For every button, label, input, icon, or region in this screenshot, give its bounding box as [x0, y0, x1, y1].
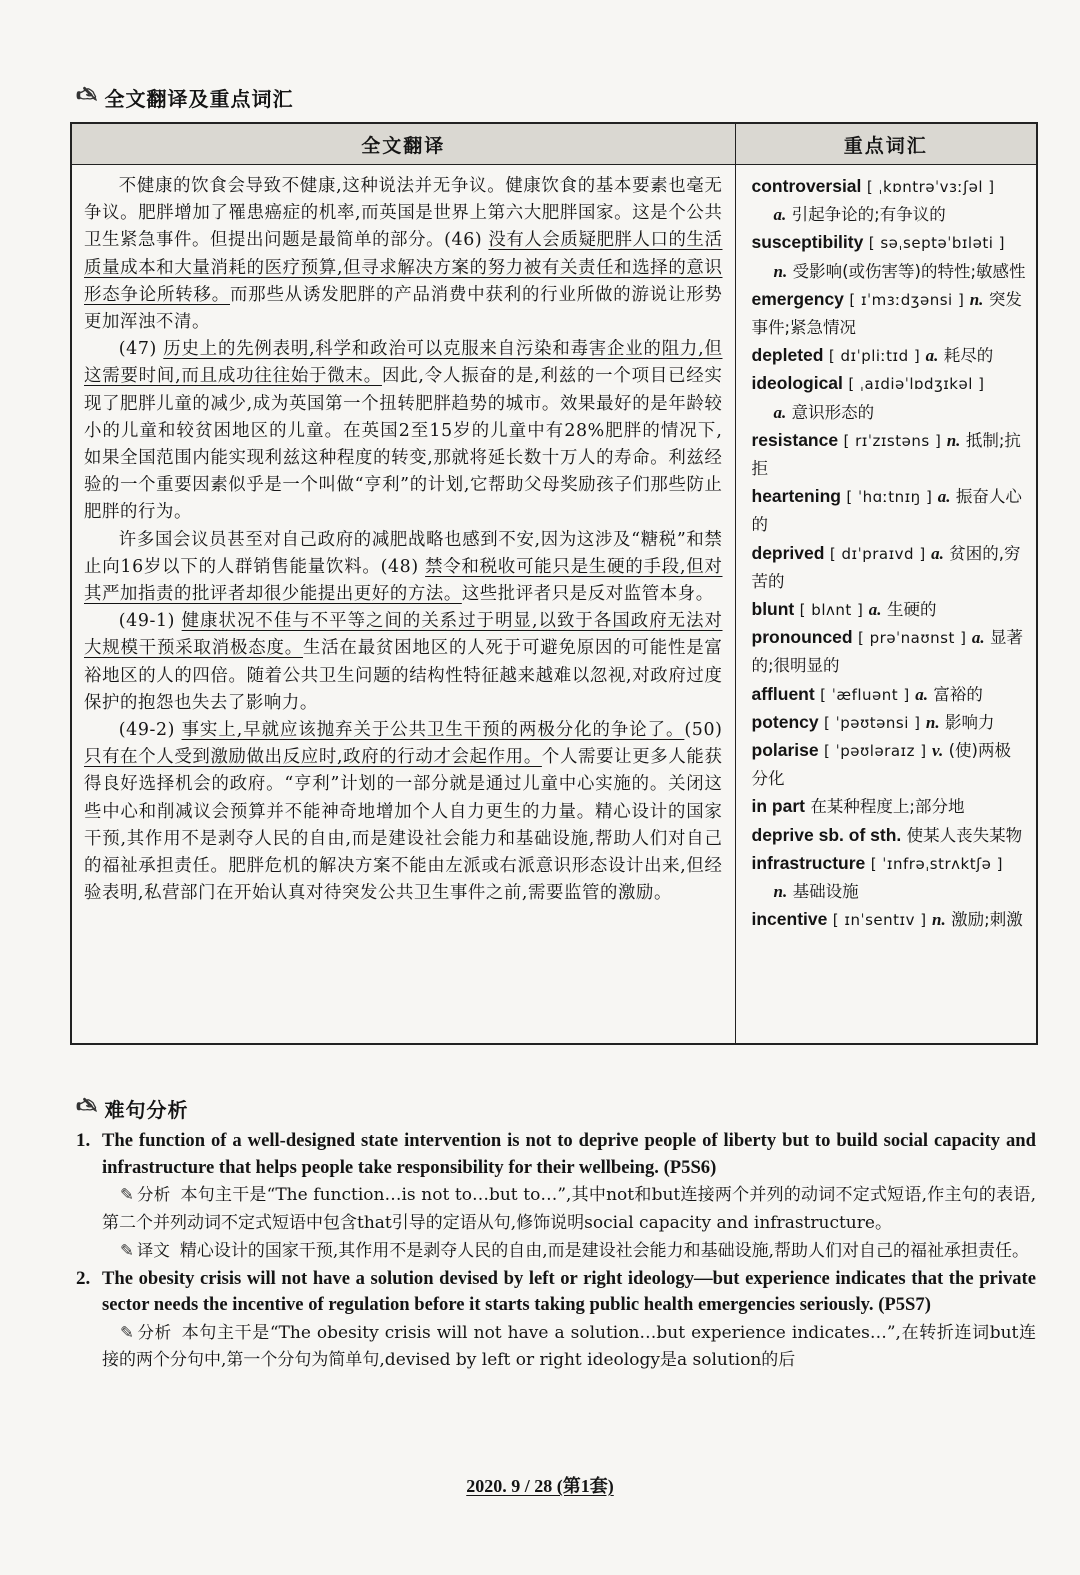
vocab-phonetic: [ blʌnt ]: [799, 601, 864, 620]
text-segment: (49-1): [118, 611, 182, 632]
item-number: 2.: [76, 1267, 91, 1289]
vocab-item: [752, 596, 1027, 624]
vocab-item: [752, 793, 1027, 821]
vocab-item: [752, 681, 1027, 709]
vocab-item: [752, 229, 1027, 285]
section-heading-analysis: [76, 1093, 188, 1123]
analysis-label: 分析: [136, 1185, 171, 1204]
vocab-word: potency: [751, 711, 819, 732]
translation-text: [72, 165, 735, 1043]
vocab-item: [752, 906, 1027, 934]
vocab-meaning: 引起争论的;有争议的: [791, 205, 946, 225]
footer-text: 2020. 9 / 28 (第1套): [466, 1476, 614, 1496]
vocab-list: [736, 165, 1037, 940]
translation-paragraph: [84, 527, 723, 609]
vocab-item: [752, 173, 1027, 229]
vocab-pos: n.: [969, 289, 984, 309]
key-sentence: 禁令和税收可能只是生硬的手段,但对其严加指责的批评者却很少能提出更好的方法。: [84, 556, 723, 605]
analysis-item: [76, 1128, 1036, 1266]
vocab-word: in part: [751, 796, 805, 817]
vocab-pos: a.: [773, 205, 787, 225]
vocab-item: [752, 709, 1027, 737]
section-heading-translation: [76, 82, 293, 112]
vocab-meaning: 在某种程度上;部分地: [810, 797, 965, 817]
translation-label: 译文: [136, 1241, 170, 1260]
vocab-pos: a.: [925, 346, 939, 366]
translation-paragraph: [84, 717, 723, 907]
vocab-phonetic: [ ɪˈmɜːdʒənsi ]: [849, 290, 965, 309]
vocab-phonetic: [ ˈpəʊləraɪz ]: [824, 742, 927, 761]
text-segment: 个人需要让更多人能获得良好选择机会的政府。“亨利”计划的一部分就是通过儿童中心实施的。关闭这些中心和削减议会预算并不能神奇地增加个人自力更生的力量。精心设计的国家干预,其作用不是剥夺人民的自由,而是建设社会能力和基础设施,帮助人们对自己的福祉承担责任。肥胖危机的解决方案不能由左派或右派意识形态设计出来,但经验表明,私营部门在开始认真对待突发公共卫生事件之前,需要监管的激励。: [84, 747, 723, 904]
translation-text: 精心设计的国家干预,其作用不是剥夺人民的自由,而是建设社会能力和基础设施,帮助人们对自己的福祉承担责任。: [179, 1241, 1030, 1261]
vocab-item: [752, 427, 1027, 483]
vocab-pos: n.: [773, 882, 788, 902]
vocab-meaning: 抵制;抗拒: [751, 430, 1021, 479]
vocab-word: controversial: [751, 176, 862, 196]
vocab-pos: n.: [773, 261, 788, 281]
key-sentence: 没有人会质疑肥胖人口的生活质量成本和大量消耗的医疗预算,但寻求解决方案的努力被有关责任和选择的意识形态争论所转移。: [84, 230, 723, 305]
vocab-phonetic: [ ˈɪnfrəˌstrʌktʃə ]: [870, 854, 1004, 873]
vocab-item: [752, 286, 1027, 342]
vocab-meaning: 耗尽的: [943, 346, 994, 366]
vocab-word: deprived: [751, 542, 825, 563]
vocab-pos: a.: [931, 543, 944, 563]
vocab-word: heartening: [751, 486, 841, 507]
vocab-word: affluent: [751, 683, 815, 704]
vocab-word: pronounced: [751, 627, 853, 648]
text-segment: (47): [118, 339, 164, 360]
vocab-word: susceptibility: [751, 232, 864, 253]
vocab-pos: n.: [925, 712, 940, 732]
col-header-vocab: 重点词汇: [735, 123, 1037, 165]
col-header-translation: 全文翻译: [71, 123, 735, 165]
analysis-item: [76, 1266, 1036, 1375]
vocab-meaning: 振奋人心的: [751, 487, 1022, 535]
vocab-phonetic: [ ˈæfluənt ]: [820, 685, 910, 704]
vocab-phonetic: [ dɪˈpraɪvd ]: [829, 544, 926, 563]
vocab-word: infrastructure: [751, 852, 866, 873]
pencil-icon: ✎: [120, 1322, 134, 1342]
key-sentence: 只有在个人受到激励做出反应时,政府的行动才会起作用。: [84, 747, 542, 768]
vocab-meaning: 受影响(或伤害等)的特性;敏感性: [792, 261, 1026, 281]
vocab-meaning: 生硬的: [886, 600, 937, 620]
vocab-pos: a.: [971, 628, 985, 648]
vocab-item: [752, 342, 1027, 370]
vocab-item: [752, 370, 1027, 426]
text-segment: 许多国会议员甚至对自己政府的减肥战略也感到不安,因为这涉及“糖税”和禁止向16岁以下的人群销售能量饮料。(48): [84, 529, 723, 577]
text-segment: 而那些从诱发肥胖的产品消费中获利的行业所做的游说让形势更加浑浊不清。: [84, 284, 723, 333]
translation-paragraph: [84, 173, 723, 336]
translation-vocab-table: [70, 122, 1038, 1045]
vocab-meaning: (使)两极分化: [751, 741, 1011, 789]
vocab-meaning: 显著的;很明显的: [751, 628, 1024, 676]
vocab-phonetic: [ ˌkɒntrəˈvɜːʃəl ]: [866, 178, 995, 196]
analysis-note: [102, 1181, 1036, 1237]
vocab-phonetic: [ ɪnˈsentɪv ]: [832, 911, 927, 930]
vocab-word: deprive sb. of sth.: [751, 824, 902, 845]
vocab-meaning: 意识形态的: [791, 402, 875, 422]
vocab-meaning: 基础设施: [792, 882, 859, 902]
item-number: 1.: [76, 1130, 91, 1151]
vocab-item: [752, 483, 1027, 539]
text-segment: (49-2): [118, 720, 182, 741]
text-segment: 这些批评者只是反对监管本身。: [461, 584, 714, 605]
vocab-phonetic: [ ˈpəʊtənsi ]: [824, 713, 921, 732]
vocab-meaning: 激励;刺激: [951, 910, 1023, 930]
vocab-word: polarise: [751, 740, 819, 761]
vocab-phonetic: [ dɪˈpliːtɪd ]: [828, 347, 921, 366]
vocab-item: [752, 850, 1027, 906]
analysis-text: 本句主干是“The function…is not to…but to…”,其中not和but连接两个并列的动词不定式短语,作主句的表语,第二个并列动词不定式短语中包含that引导的定语从句,修饰说明social capacity and infrastructure。: [102, 1185, 1037, 1233]
pencil-icon: ✎: [120, 1185, 134, 1204]
vocab-meaning: 使某人丧失某物: [906, 825, 1023, 845]
analysis-text: 本句主干是“The obesity crisis will not have a solution…but experience indicates…”,在转折连词but连接的两个分句中,第一个分句为简单句,devised by left or right ideology是a solution的后: [102, 1322, 1037, 1370]
vocab-item: [752, 540, 1027, 596]
text-segment: 生活在最贫困地区的人死于可避免原因的可能性是富裕地区的人的四倍。随着公共卫生问题的结构性特征越来越难以忽视,对政府过度保护的抱怨也失去了影响力。: [84, 638, 723, 713]
vocab-phonetic: [ rɪˈzɪstəns ]: [843, 431, 942, 450]
english-sentence: The obesity crisis will not have a solution devised by left or right ideology—but experience indicates that the private sector needs the incentive of regulation before it starts taking public health emergencies seriously. (P5S7): [102, 1267, 1036, 1315]
vocab-pos: a.: [937, 487, 951, 507]
vocab-item: [752, 624, 1027, 680]
section-title: 全文翻译及重点词汇: [104, 86, 294, 111]
vocab-phonetic: [ ˌaɪdiəˈlɒdʒɪkəl ]: [848, 375, 985, 394]
key-sentence: 事实上,早就应该抛弃关于公共卫生干预的两极分化的争论了。: [181, 720, 685, 741]
pen-icon: 🖎: [76, 84, 99, 105]
translation-note: [102, 1237, 1036, 1266]
text-segment: 不健康的饮食会导致不健康,这种说法并无争议。健康饮食的基本要素也毫无争议。肥胖增加了罹患癌症的机率,而英国是世界上第六大肥胖国家。这是个公共卫生紧急事件。但提出问题是最简单的部分。(46): [84, 176, 723, 251]
vocab-word: resistance: [751, 429, 839, 450]
vocab-word: depleted: [751, 345, 824, 366]
pen-icon: 🖎: [76, 1095, 99, 1116]
difficult-sentence-analysis: [76, 1128, 1036, 1375]
vocab-pos: n.: [932, 910, 946, 930]
vocab-pos: a.: [915, 684, 928, 704]
vocab-meaning: 贫困的,穷苦的: [751, 543, 1021, 591]
vocab-item: [752, 737, 1027, 793]
vocab-pos: a.: [868, 600, 882, 620]
vocab-meaning: 影响力: [945, 712, 995, 732]
analysis-note: [102, 1319, 1036, 1375]
text-segment: (50): [684, 720, 723, 741]
key-sentence: 健康状况不佳与不平等之间的关系过于明显,以致于各国政府无法对大规模干预采取消极态度。: [84, 611, 723, 659]
translation-paragraph: [84, 336, 723, 526]
key-sentence: 历史上的先例表明,科学和政治可以克服来自污染和毒害企业的阻力,但这需要时间,而且成功往往始于微末。: [84, 339, 723, 387]
vocab-word: incentive: [751, 909, 828, 930]
vocab-word: ideological: [751, 373, 843, 394]
vocab-pos: v.: [932, 741, 944, 761]
vocab-word: emergency: [751, 288, 844, 309]
english-sentence: The function of a well-designed state intervention is not to deprive people of liberty but to build social capacity and infrastructure that helps people take responsibility for their wellbeing. (P5S6): [102, 1130, 1036, 1178]
vocab-phonetic: [ səˌseptəˈbɪləti ]: [868, 234, 1005, 253]
translation-paragraph: [84, 608, 723, 717]
vocab-meaning: 富裕的: [933, 684, 983, 704]
page-footer: [0, 1472, 1080, 1498]
pencil-icon: ✎: [120, 1241, 134, 1260]
vocab-pos: a.: [773, 402, 787, 422]
vocab-phonetic: [ prəˈnaʊnst ]: [858, 629, 967, 648]
text-segment: 因此,令人振奋的是,利兹的一个项目已经实现了肥胖儿童的减少,成为英国第一个扭转肥胖趋势的城市。效果最好的是年龄较小的儿童和较贫困地区的儿童。在英国2至15岁的儿童中有28%肥胖的情况下,如果全国范围内能实现利兹这种程度的转变,那就将延长数十万人的寿命。利兹经验的一个重要因素似乎是一个叫做“亨利”的计划,它帮助父母奖励孩子们那些防止肥胖的行为。: [84, 366, 723, 523]
vocab-pos: n.: [946, 430, 961, 450]
analysis-label: 分析: [136, 1322, 172, 1342]
vocab-word: blunt: [751, 599, 795, 620]
section-title: 难句分析: [104, 1097, 189, 1122]
vocab-item: [752, 822, 1027, 850]
vocab-meaning: 突发事件;紧急情况: [751, 289, 1022, 338]
vocab-phonetic: [ ˈhɑːtnɪŋ ]: [846, 488, 933, 507]
